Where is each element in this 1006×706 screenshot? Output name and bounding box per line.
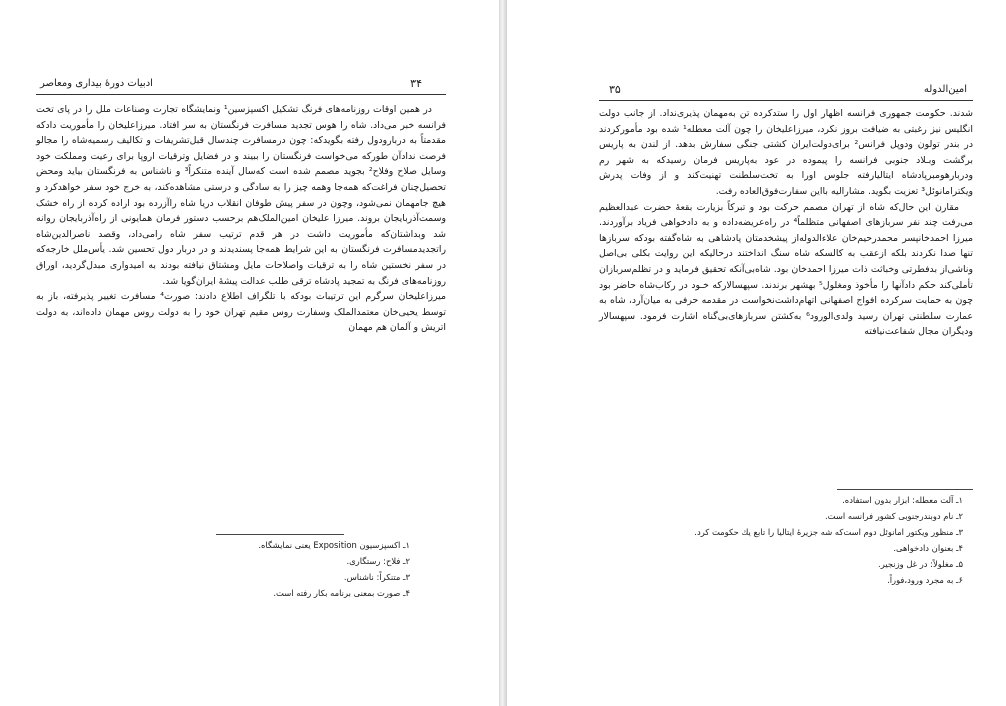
- left-page: [0, 0, 499, 706]
- page-number: ۳۴: [410, 77, 422, 90]
- paragraph: میرزاعلیخان سرگرم این ترتیبات بودکه با تلگراف اطلاع دادند: صورت⁴ مسافرت تغییر پذیرفته، باز به توسط یحیی‌خان معتمدالملک وسفارت روس مقیم تهران خود را به دولت روس مهمان داده‌اند، به دولت اتریش و آلمان هم مهمان: [36, 291, 447, 334]
- footnote: ۱ـ آلت معطله: ابزار بدون استفاده.: [842, 495, 963, 505]
- paragraph: مقارن این حال‌که شاه از تهران مصمم حرکت بود و تبرکاً بزیارت بقعهٔ حضرت عبدالعظیم می‌رفت چند نفر سربازهای اصفهانی متظلماً⁴ در راه‌عریضه‌داده و به دادخواهی فریاد برآوردند. میرزا احمدخانپسر محمدرحیم‌خان علاءالدوله‌از پیشخدمتان پادشاهی به شاه‌گفته بودکه سربازها تنها صدا نکردند بلکه ازعقب به کالسکه شاه سنگ انداختند درحالیکه این روایت بکلی بی‌اصل وناشی‌از بدفطرتی وخباثت ذات میرزا احمدخان بود. شاه‌بی‌آنکه تحقیق فرماید و در تظلم‌سربازان تأملی‌کند حکم دادآنها را مأخوذ ومغلول⁵ بهشهر برندند. سپهسالارکه خـود در رکاب‌شاه حاضر بود چون به حمایت سرکرده افواج اصفهانی اتهام‌داشت‌نخواست در مقدمه حرفی به میان‌آرد، شاه به عمارت سلطنتی تهران رسید ولدی‌الورود⁶ به‌کشتن سربازهای‌بی‌گناه اشارت فرمود. سپهسالار ودیگران مجال شفاعت‌نیافته: [599, 201, 974, 338]
- footnote: ۲ـ نام دوبندرجنوبی کشور فرانسه است.: [824, 511, 963, 521]
- running-head: امین‌الدوله: [923, 84, 967, 95]
- footnote: ۴ـ بعنوان دادخواهی.: [893, 543, 963, 553]
- footnote-rule: [216, 534, 344, 535]
- right-page: [507, 0, 1006, 706]
- footnotes: [120, 537, 410, 601]
- book-gutter: [499, 0, 507, 706]
- footnote: ۲ـ فلاح: رستگاری.: [346, 556, 410, 566]
- page-header: [36, 76, 446, 95]
- paragraph: در همین اوقات روزنامه‌های فرنگ تشکیل اکسپزسین¹ ونمایشگاه تجارت وصناعات ملل را در پای تخت فرانسه خبر می‌داد. شاه را هوس تجدید مسافرت فرنگستان به سر افتاد. میرزاعلیخان را مأموریت دادکه مقدمتاً به دربارودول رفته بگوید‌که: چون درمسافرت چندسال قبل‌تشریفات و تکالیف رسمیه‌شاه را مجالو فرصت نداد‌آن طورکه می‌خواست فرنگستان را ببیند و در فضایل وترقیات اروپا برای رعیت ومملکت خود وسایل صلاح وفلاح² بجوید مصمم شده است که‌سال آینده متنکراً³ و ناشناس به فرنگستان بیاید ومحض تحصیل‌چنان فراغت‌که همه‌جا وهمه چیز را به سادگی و درستی مشاهده‌کند، به خرج خود سفر خواهدکرد و هیچ جامهمان نمی‌شود، وچون در سفر پیش طوفان انقلاب دریا شاه راآزرده بود اراده کرده از راه خشک وسمت‌آذربایجان بروند. میرزا علیخان امین‌الملک‌هم برحسب دستور فرمان همایونی از راه‌آذربایجان روانه شد وبداشتان‌که مأموریت داشت در هر قدم ترتیب سفر شاه رامی‌داد، وقصد ناصرالدین‌شاه راتجدیدمسافرت فرنگستان به این شرایط همه‌جا پسندیدند و در دربار دول تحسین شد. یأس‌ملل خارجه‌که در سفر نخستین شاه را به ترقیات واصلاحات مایل ومشتاق نیافته بودند به امیدواری مبدل‌گردید، اوراق روزنامه‌های فرنگ به تمجید پادشاه ترقی طلب عدالت پیشهٔ ایران‌گویا شد.: [36, 104, 447, 287]
- footnote: ۱ـ اکسپزسیون Exposition یعنی نمایشگاه.: [258, 540, 410, 550]
- page-header: [599, 82, 973, 101]
- footnotes: [599, 492, 963, 588]
- footnote: ۵ـ مغلولاً: در غل وزنجیر.: [878, 559, 963, 569]
- body-text: [36, 102, 446, 336]
- page-number: ۳۵: [609, 83, 621, 96]
- body-text: [599, 106, 973, 340]
- footnote: ۳ـ منظور ویکتور امانوئل دوم است‌که شه جزیرهٔ ایتالیا را تابع یك حکومت کرد.: [694, 527, 963, 537]
- running-head: ادبیات دورهٔ بیداری ومعاصر: [40, 78, 153, 89]
- footnote-rule: [837, 489, 973, 490]
- paragraph: شدند. حکومت جمهوری فرانسه اظهار اول را ستدکرده تن به‌مهمان پذیری‌نداد. از جانب دولت انگلیس نیز رغبتی به ضیافت بروز نکرد، میرزاعلیخان را چون آلت معطله¹ شده بود مأمورکردند در بندر تولون ودوپل فرانس² برای‌دولت‌ایران کشتی جنگی سفارش بدهد. از لندن به پاریس برگشت وبـلاد جنوبی فرانسه را پیموده در عود به‌پاریس فرمان رسید‌که به شهر رم ودربارهومبرپادشاه ایتالیارفته جلوس اورا به تخت‌سلطنت تهنیت‌کند و از وفات پدرش ویکترامانوئل³ تعزیت بگوید. مشارالیه بااین سفارت‌فوق‌العاده رفت.: [599, 108, 973, 197]
- footnote: ۳ـ متنکراً: ناشناس.: [343, 572, 410, 582]
- footnote: ۶ـ به مجرد ورود،فوراً.: [887, 575, 963, 585]
- footnote: ۴ـ صورت بمعنی برنامه بکار رفته است.: [273, 588, 410, 598]
